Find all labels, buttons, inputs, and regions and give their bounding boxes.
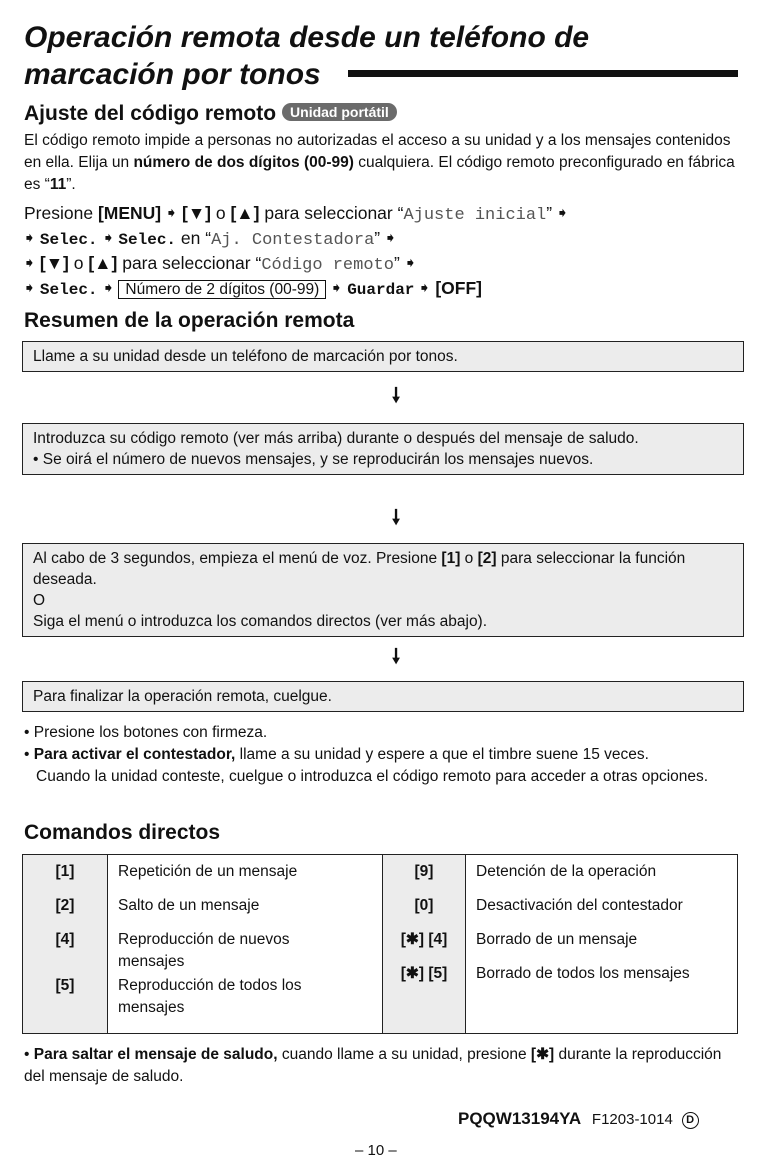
step-3: ➧ [▼] o [▲] para seleccionar “Código remoto” ➧ — [22, 253, 418, 275]
step-1: Presione [MENU] ➧ [▼] o [▲] para seleccionar “Ajuste inicial” ➧ — [24, 203, 570, 225]
arrow-down-icon: 🠗 — [391, 507, 401, 529]
page-title: Operación remota desde un teléfono de — [24, 21, 590, 54]
arrow-right-icon: ➧ — [22, 280, 37, 295]
direct-commands-heading: Comandos directos — [24, 821, 221, 844]
command-key: [1] — [55, 863, 75, 880]
remote-code-heading: Ajuste del código remoto Unidad portátil — [24, 102, 397, 126]
arrow-right-icon: ➧ — [555, 205, 570, 220]
command-desc: Salto de un mensaje — [118, 897, 260, 914]
command-key: [9] — [414, 863, 434, 880]
note-press-firmly: • Presione los botones con firmeza. — [24, 724, 268, 741]
command-desc: Borrado de todos los mensajes — [476, 965, 690, 982]
right-keys-column — [383, 855, 466, 1034]
page-number: – 10 – — [355, 1142, 397, 1159]
arrow-right-icon: ➧ — [22, 230, 37, 245]
note-activate-answering: • Para activar el contestador, llame a su unidad y espere a que el timbre suene 15 veces. Cuando la unidad conteste, cuelgue o introduzca el código remoto para acceder a otras opciones. — [24, 746, 709, 785]
arrow-right-icon: ➧ — [22, 255, 37, 270]
command-desc: Reproducción de nuevos mensajes — [118, 931, 290, 970]
code-entry-box: Número de 2 dígitos (00-99) — [118, 280, 326, 299]
command-key: [0] — [414, 897, 434, 914]
left-keys-column — [23, 855, 108, 1034]
arrow-right-icon: ➧ — [383, 230, 398, 245]
command-key: [2] — [55, 897, 75, 914]
command-key: [✱] [4] — [400, 931, 448, 948]
direct-commands-table — [22, 854, 738, 1034]
command-desc: Borrado de un mensaje — [476, 931, 638, 948]
arrow-right-icon: ➧ — [329, 280, 344, 295]
command-desc: Detención de la operación — [476, 863, 657, 880]
title-rule — [348, 70, 738, 77]
document-code: PQQW13194YA F1203-1014 D — [458, 1109, 699, 1129]
summary-heading: Resumen de la operación remota — [24, 309, 355, 332]
arrow-right-icon: ➧ — [417, 280, 432, 295]
arrow-down-icon: 🠗 — [391, 385, 401, 407]
command-key: [✱] [5] — [400, 965, 448, 982]
note-skip-greeting: • Para saltar el mensaje de saludo, cuando llame a su unidad, presione [✱] durante la reproducción del mensaje de saludo. — [24, 1046, 722, 1085]
command-desc: Desactivación del contestador — [476, 897, 683, 914]
region-mark: D — [682, 1112, 699, 1129]
command-desc: Repetición de un mensaje — [118, 863, 298, 880]
flow-step-code: Introduzca su código remoto (ver más arriba) durante o después del mensaje de saludo. • Se oirá el número de nuevos mensajes, y se reproducirán los mensajes nuevos. — [22, 423, 744, 475]
right-desc-column — [466, 855, 738, 1034]
badge-handset: Unidad portátil — [282, 103, 397, 121]
arrow-right-icon: ➧ — [100, 230, 116, 245]
remote-code-intro: El código remoto impide a personas no autorizadas el acceso a su unidad y a los mensajes contenidos en ella. Elija un número de dos dígitos (00-99) cualquiera. El código remoto preconfigurado en fábrica es “11”. — [24, 132, 735, 193]
arrow-right-icon: ➧ — [403, 255, 418, 270]
arrow-right-icon: ➧ — [100, 280, 116, 295]
page-title-line2: marcación por tonos — [24, 58, 321, 91]
left-desc-column — [108, 855, 383, 1034]
flow-step-hangup: Para finalizar la operación remota, cuelgue. — [22, 681, 744, 712]
step-4: ➧ Selec. ➧ Número de 2 dígitos (00-99) ➧ Guardar ➧ [OFF] — [22, 278, 482, 299]
arrow-right-icon: ➧ — [164, 205, 179, 220]
command-desc: Reproducción de todos los mensajes — [118, 977, 302, 1016]
step-2: ➧ Selec. ➧ Selec. en “Aj. Contestadora” ➧ — [22, 228, 398, 250]
flow-step-call: Llame a su unidad desde un teléfono de marcación por tonos. — [22, 341, 744, 372]
arrow-down-icon: 🠗 — [391, 646, 401, 668]
command-key: [5] — [55, 977, 75, 994]
flow-step-menu: Al cabo de 3 segundos, empieza el menú de voz. Presione [1] o [2] para seleccionar la función deseada. O Siga el menú o introduzca los comandos directos (ver más abajo). — [22, 543, 744, 637]
command-key: [4] — [55, 931, 75, 948]
